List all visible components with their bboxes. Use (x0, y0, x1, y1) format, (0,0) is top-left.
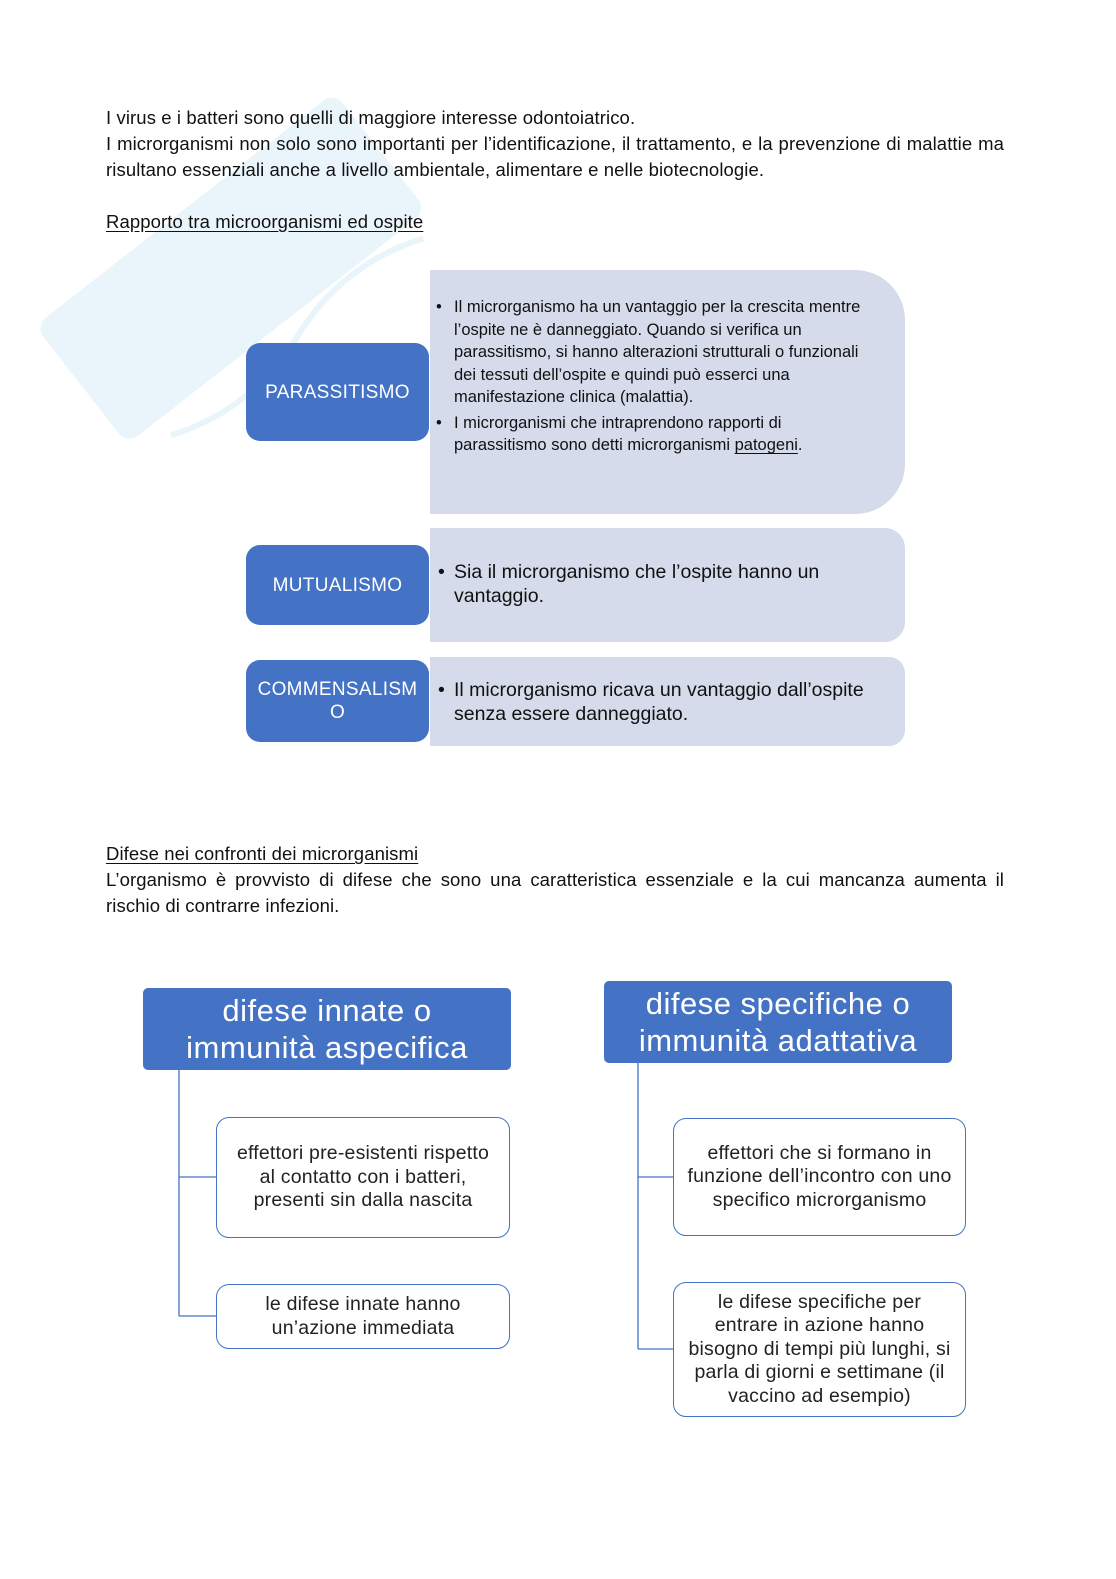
specific-connector (638, 1063, 673, 1349)
innate-item-1 (216, 1117, 510, 1238)
section2-heading: Difese nei confronti dei microrganismi (106, 843, 419, 864)
specific-title-line-2: immunità adattativa (638, 1023, 918, 1058)
section2-paragraph: L’organismo è provvisto di difese che sono una caratteristica essenziale e la cui mancanza aumenta il rischio di contrarre infezioni. (106, 869, 1004, 916)
innate-defenses-header (143, 988, 511, 1070)
parassitismo-label (246, 343, 429, 441)
parassitismo-label-text: PARASSITISMO (265, 381, 410, 403)
innate-item-2-text: le difese innate hanno un’azione immediata (265, 1293, 461, 1339)
parassitismo-bullet-2-text: I microrganismi che intraprendono rapporti di parassitismo sono detti microrganismi (454, 413, 782, 454)
commensalismo-label (246, 660, 429, 742)
intro-line-2: I microrganismi non solo sono importanti per l’identificazione, il trattamento, e la prevenzione di malattie ma risultano essenziali anche a livello ambientale, alimentare e nelle biotecnologie. (106, 133, 1004, 180)
section2-text (106, 841, 1004, 919)
mutualismo-panel (430, 528, 905, 642)
mutualismo-label-text: MUTUALISMO (272, 574, 403, 596)
specific-item-1 (673, 1118, 966, 1236)
commensalismo-label-line-1: COMMENSALISM (257, 679, 418, 700)
specific-item-2-text: le difese specifiche per entrare in azione hanno bisogno di tempi più lunghi, si parla di giorni e settimane (il vaccino ad esempio) (688, 1290, 951, 1407)
innate-title-line-2: immunità aspecifica (186, 1030, 468, 1065)
parassitismo-bullet-2-end: . (797, 436, 803, 454)
intro-line-1: I virus e i batteri sono quelli di maggiore interesse odontoiatrico. (106, 107, 636, 128)
specific-title-line-1: difese specifiche o (645, 986, 911, 1021)
commensalismo-bullet-1: • Il microrganismo ricava un vantaggio dall’ospite senza essere danneggiato. (432, 678, 885, 726)
patogeni-term: patogeni (734, 436, 798, 454)
parassitismo-bullet-1: • Il microrganismo ha un vantaggio per la crescita mentre l’ospite ne è danneggiato. Quando si verifica un parassitismo, si hanno alterazioni strutturali o funzionali dei tessuti dell’ospite e quindi può esserci una manifestazione clinica (malattia). (432, 296, 875, 409)
specific-item-1-text: effettori che si formano in funzione dell’incontro con uno specifico microrganismo (687, 1141, 952, 1211)
mutualismo-label (246, 545, 429, 625)
innate-item-2 (216, 1284, 510, 1349)
specific-defenses-header (604, 981, 952, 1063)
commensalismo-panel (430, 657, 905, 746)
innate-connector (179, 1070, 216, 1316)
commensalismo-label-line-2: O (329, 702, 346, 723)
mutualismo-bullet-1: • Sia il microrganismo che l’ospite hanno un vantaggio. (432, 560, 885, 608)
innate-title-line-1: difese innate o (222, 993, 432, 1028)
innate-item-1-text: effettori pre-esistenti rispetto al contatto con i batteri, presenti sin dalla nascita (236, 1142, 490, 1212)
parassitismo-bullet-2 (432, 412, 875, 457)
section1-heading-wrap (106, 209, 1004, 235)
intro-text (106, 105, 1004, 183)
section1-heading: Rapporto tra microorganismi ed ospite (106, 211, 424, 232)
parassitismo-panel (430, 270, 905, 514)
specific-item-2 (673, 1282, 966, 1417)
